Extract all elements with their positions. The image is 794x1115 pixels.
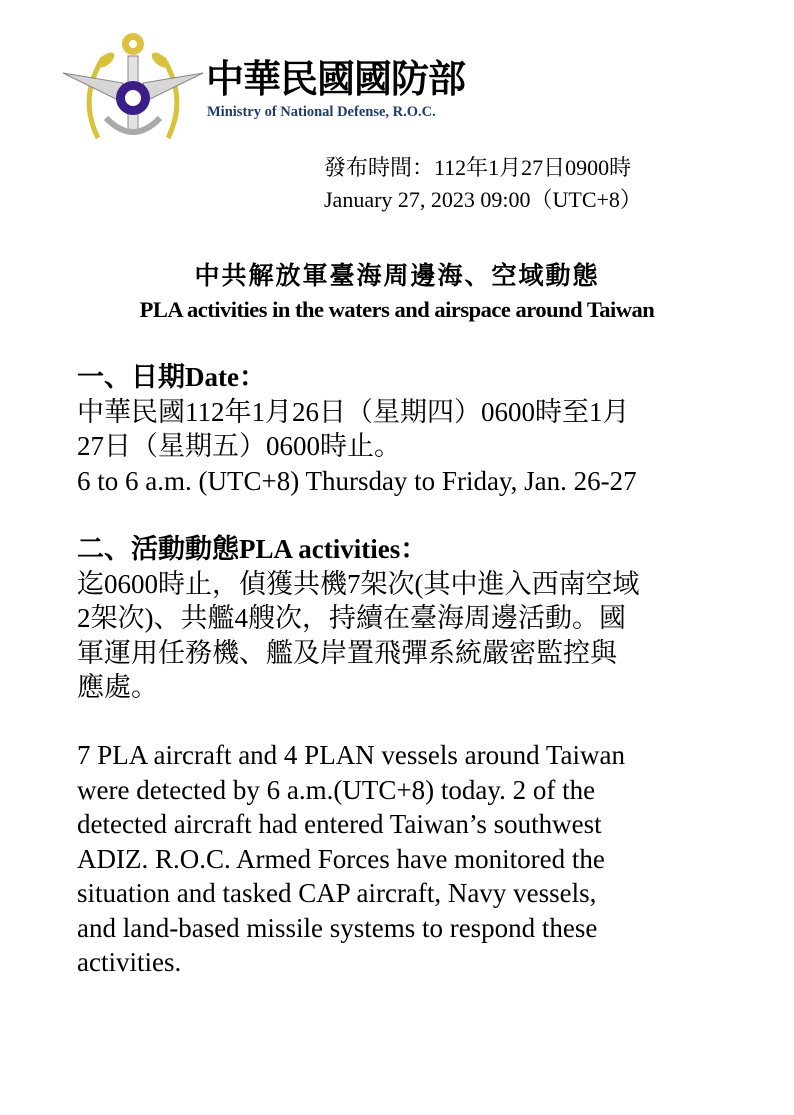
activities-line-en: and land-based missile systems to respond these bbox=[77, 912, 598, 943]
activities-line-zh: 應處。 bbox=[77, 672, 158, 702]
release-time-zh: 發布時間：112年1月27日0900時 bbox=[324, 155, 632, 180]
activities-line-en: were detected by 6 a.m.(UTC+8) today. 2 of the bbox=[77, 774, 596, 805]
activities-line-zh: 2架次)、共艦4艘次，持續在臺海周邊活動。國 bbox=[77, 603, 626, 633]
activities-line-en: 7 PLA aircraft and 4 PLAN vessels around Taiwan bbox=[77, 740, 625, 770]
org-name-zh: 中華民國國防部 bbox=[206, 57, 466, 101]
activities-line-en: ADIZ. R.O.C. Armed Forces have monitored the bbox=[77, 843, 605, 874]
section-activities-heading: 二、活動動態PLA activities： bbox=[77, 534, 428, 564]
title-zh: 中共解放軍臺海周邊海、空域動態 bbox=[194, 263, 600, 290]
activities-line-en: activities. bbox=[77, 947, 182, 977]
release-time bbox=[324, 152, 642, 216]
section-date bbox=[77, 360, 777, 498]
date-line: 中華民國112年1月26日（星期四）0600時至1月 bbox=[77, 396, 630, 427]
release-time-en: January 27, 2023 09:00（UTC+8） bbox=[324, 187, 642, 212]
activities-line-zh: 迄0600時止，偵獲共機7架次(其中進入西南空域 bbox=[77, 568, 640, 599]
date-line: 27日（星期五）0600時止。 bbox=[77, 431, 401, 461]
activities-line-en: situation and tasked CAP aircraft, Navy vessels, bbox=[77, 878, 597, 908]
activities-paragraph-en bbox=[77, 738, 777, 980]
title-en: PLA activities in the waters and airspace around Taiwan bbox=[139, 297, 655, 322]
activities-line-zh: 軍運用任務機、艦及岸置飛彈系統嚴密監控與 bbox=[77, 637, 617, 668]
mnd-emblem-icon bbox=[58, 28, 208, 146]
section-activities bbox=[77, 532, 777, 705]
date-line: 6 to 6 a.m. (UTC+8) Thursday to Friday, Jan. 26-27 bbox=[77, 465, 637, 496]
section-date-heading: 一、日期Date： bbox=[77, 362, 266, 392]
activities-line-en: detected aircraft had entered Taiwan’s southwest bbox=[77, 809, 602, 839]
org-name-en: Ministry of National Defense, R.O.C. bbox=[207, 104, 436, 120]
